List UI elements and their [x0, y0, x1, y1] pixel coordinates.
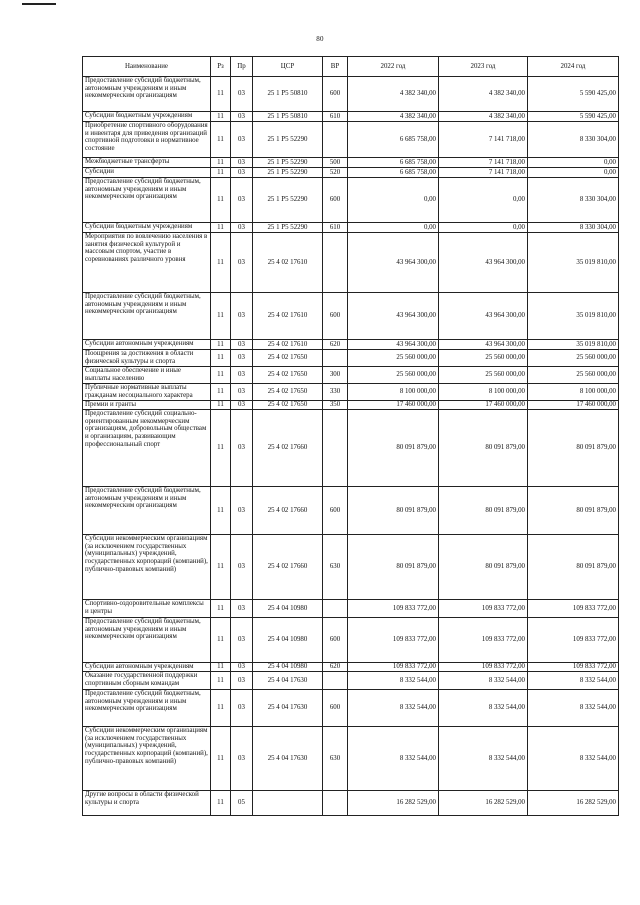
table-row [83, 535, 619, 600]
table-row [83, 672, 619, 690]
cell-2022: 8 332 544,00 [348, 672, 439, 690]
cell-rz: 11 [211, 77, 231, 112]
cell-rz: 11 [211, 791, 231, 816]
header-vr: ВР [323, 57, 348, 77]
cell-2023: 25 560 000,00 [439, 367, 528, 384]
cell-pr: 03 [231, 293, 253, 340]
cell-vr: 600 [323, 487, 348, 535]
cell-name: Межбюджетные трансферты [83, 158, 211, 168]
cell-vr: 500 [323, 158, 348, 168]
cell-vr: 300 [323, 367, 348, 384]
scan-mark [22, 3, 56, 5]
cell-2022: 6 685 758,00 [348, 122, 439, 158]
cell-2023: 7 141 718,00 [439, 158, 528, 168]
cell-vr: 350 [323, 401, 348, 410]
cell-2024: 0,00 [528, 168, 619, 178]
cell-name: Предоставление субсидий бюджетным, автономным учреждениям и иным некоммерческим организациям [83, 690, 211, 727]
cell-pr: 03 [231, 112, 253, 122]
cell-name: Субсидии автономным учреждениям [83, 663, 211, 672]
cell-2024: 8 332 544,00 [528, 672, 619, 690]
cell-vr [323, 600, 348, 618]
cell-name: Премии и гранты [83, 401, 211, 410]
cell-name: Мероприятия по вовлечению населения в занятия физической культурой и массовым спортом, участие в соревнованиях различного уровня [83, 233, 211, 293]
table-row [83, 384, 619, 401]
cell-csr: 25 4 04 10980 [253, 600, 323, 618]
cell-2022: 8 332 544,00 [348, 690, 439, 727]
cell-2024: 8 330 304,00 [528, 122, 619, 158]
cell-vr: 630 [323, 727, 348, 791]
cell-rz: 11 [211, 618, 231, 663]
cell-vr: 630 [323, 535, 348, 600]
table-row [83, 410, 619, 487]
cell-csr: 25 4 04 17630 [253, 727, 323, 791]
cell-vr: 600 [323, 77, 348, 112]
cell-2023: 8 332 544,00 [439, 727, 528, 791]
cell-csr: 25 1 P5 52290 [253, 122, 323, 158]
cell-2022: 43 964 300,00 [348, 340, 439, 350]
cell-2023: 109 833 772,00 [439, 663, 528, 672]
cell-2022: 6 685 758,00 [348, 158, 439, 168]
page-number: 80 [316, 35, 324, 43]
table-row [83, 122, 619, 158]
cell-pr: 03 [231, 178, 253, 223]
cell-rz: 11 [211, 384, 231, 401]
table-row [83, 663, 619, 672]
cell-pr: 03 [231, 168, 253, 178]
cell-rz: 11 [211, 367, 231, 384]
cell-name: Публичные нормативные выплаты гражданам несоциального характера [83, 384, 211, 401]
cell-pr: 03 [231, 384, 253, 401]
cell-rz: 11 [211, 487, 231, 535]
cell-csr: 25 4 02 17660 [253, 410, 323, 487]
cell-csr: 25 4 02 17650 [253, 401, 323, 410]
cell-pr: 03 [231, 77, 253, 112]
cell-vr: 330 [323, 384, 348, 401]
cell-csr: 25 4 02 17650 [253, 350, 323, 367]
cell-2023: 17 460 000,00 [439, 401, 528, 410]
cell-vr: 620 [323, 663, 348, 672]
cell-2023: 0,00 [439, 223, 528, 233]
cell-2024: 5 590 425,00 [528, 112, 619, 122]
cell-rz: 11 [211, 158, 231, 168]
cell-2022: 109 833 772,00 [348, 663, 439, 672]
cell-2022: 8 332 544,00 [348, 727, 439, 791]
cell-csr: 25 1 P5 50810 [253, 112, 323, 122]
cell-vr [323, 122, 348, 158]
cell-2024: 8 330 304,00 [528, 178, 619, 223]
cell-2024: 5 590 425,00 [528, 77, 619, 112]
cell-name: Предоставление субсидий бюджетным, автономным учреждениям и иным некоммерческим организациям [83, 618, 211, 663]
cell-vr: 600 [323, 618, 348, 663]
cell-name: Предоставление субсидий социально-ориентированным некоммерческим организациям, добровольным обществам и организациям, развивающим профессиональный спорт [83, 410, 211, 487]
cell-name: Субсидии автономным учреждениям [83, 340, 211, 350]
cell-rz: 11 [211, 410, 231, 487]
cell-2023: 7 141 718,00 [439, 122, 528, 158]
cell-2024: 25 560 000,00 [528, 350, 619, 367]
cell-pr: 03 [231, 618, 253, 663]
cell-name: Субсидии бюджетным учреждениям [83, 223, 211, 233]
cell-vr [323, 410, 348, 487]
cell-2022: 25 560 000,00 [348, 367, 439, 384]
cell-2024: 109 833 772,00 [528, 663, 619, 672]
table-row [83, 690, 619, 727]
cell-2022: 17 460 000,00 [348, 401, 439, 410]
cell-vr: 610 [323, 112, 348, 122]
cell-pr: 05 [231, 791, 253, 816]
cell-2022: 109 833 772,00 [348, 618, 439, 663]
cell-csr: 25 1 P5 52290 [253, 168, 323, 178]
cell-csr: 25 1 P5 52290 [253, 223, 323, 233]
cell-2024: 35 019 810,00 [528, 340, 619, 350]
cell-vr: 600 [323, 293, 348, 340]
cell-2022: 4 382 340,00 [348, 77, 439, 112]
cell-pr: 03 [231, 223, 253, 233]
cell-csr: 25 4 02 17610 [253, 233, 323, 293]
cell-name: Спортивно-оздоровительные комплексы и центры [83, 600, 211, 618]
cell-2022: 80 091 879,00 [348, 410, 439, 487]
table-row [83, 223, 619, 233]
cell-csr: 25 4 04 10980 [253, 663, 323, 672]
cell-rz: 11 [211, 293, 231, 340]
cell-2023: 43 964 300,00 [439, 233, 528, 293]
cell-rz: 11 [211, 535, 231, 600]
cell-2023: 8 100 000,00 [439, 384, 528, 401]
table-row [83, 158, 619, 168]
cell-csr: 25 4 04 10980 [253, 618, 323, 663]
cell-rz: 11 [211, 401, 231, 410]
cell-name: Субсидии бюджетным учреждениям [83, 112, 211, 122]
cell-rz: 11 [211, 168, 231, 178]
table-row [83, 293, 619, 340]
cell-2023: 80 091 879,00 [439, 487, 528, 535]
cell-2023: 4 382 340,00 [439, 77, 528, 112]
cell-name: Поощрения за достижения в области физической культуры и спорта [83, 350, 211, 367]
cell-2023: 8 332 544,00 [439, 672, 528, 690]
cell-2024: 8 332 544,00 [528, 690, 619, 727]
cell-2023: 0,00 [439, 178, 528, 223]
table-row [83, 727, 619, 791]
budget-table [82, 56, 619, 816]
cell-name: Субсидии [83, 168, 211, 178]
cell-pr: 03 [231, 367, 253, 384]
cell-name: Другие вопросы в области физической культуры и спорта [83, 791, 211, 816]
cell-2024: 109 833 772,00 [528, 600, 619, 618]
cell-name: Субсидии некоммерческим организациям (за исключением государственных (муниципальных) учреждений, государственных корпораций (компаний), публично-правовых компаний) [83, 535, 211, 600]
cell-vr: 600 [323, 178, 348, 223]
cell-pr: 03 [231, 663, 253, 672]
header-csr: ЦСР [253, 57, 323, 77]
cell-rz: 11 [211, 178, 231, 223]
cell-2023: 43 964 300,00 [439, 293, 528, 340]
cell-name: Предоставление субсидий бюджетным, автономным учреждениям и иным некоммерческим организациям [83, 487, 211, 535]
cell-name: Приобретение спортивного оборудования и инвентаря для приведения организаций спортивной подготовки в нормативное состояние [83, 122, 211, 158]
cell-pr: 03 [231, 233, 253, 293]
table-row [83, 367, 619, 384]
cell-rz: 11 [211, 690, 231, 727]
cell-vr: 600 [323, 690, 348, 727]
cell-name: Предоставление субсидий бюджетным, автономным учреждениям и иным некоммерческим организациям [83, 178, 211, 223]
cell-vr [323, 350, 348, 367]
cell-vr [323, 791, 348, 816]
table-row [83, 112, 619, 122]
cell-pr: 03 [231, 672, 253, 690]
table-row [83, 401, 619, 410]
cell-2023: 80 091 879,00 [439, 535, 528, 600]
cell-2023: 16 282 529,00 [439, 791, 528, 816]
cell-csr: 25 4 02 17660 [253, 487, 323, 535]
cell-csr: 25 1 P5 50810 [253, 77, 323, 112]
header-pr: Пр [231, 57, 253, 77]
cell-csr: 25 4 02 17650 [253, 367, 323, 384]
cell-2023: 4 382 340,00 [439, 112, 528, 122]
table-row [83, 600, 619, 618]
cell-rz: 11 [211, 122, 231, 158]
cell-2024: 25 560 000,00 [528, 367, 619, 384]
header-2022: 2022 год [348, 57, 439, 77]
cell-name: Социальное обеспечение и иные выплаты населению [83, 367, 211, 384]
table-row [83, 791, 619, 816]
cell-2023: 25 560 000,00 [439, 350, 528, 367]
cell-vr [323, 672, 348, 690]
cell-rz: 11 [211, 340, 231, 350]
table-row [83, 487, 619, 535]
cell-2022: 0,00 [348, 178, 439, 223]
cell-2022: 0,00 [348, 223, 439, 233]
header-2024: 2024 год [528, 57, 619, 77]
cell-pr: 03 [231, 690, 253, 727]
cell-2024: 16 282 529,00 [528, 791, 619, 816]
cell-2024: 80 091 879,00 [528, 535, 619, 600]
cell-csr: 25 4 02 17610 [253, 293, 323, 340]
cell-csr: 25 4 02 17610 [253, 340, 323, 350]
cell-2022: 80 091 879,00 [348, 487, 439, 535]
cell-2024: 80 091 879,00 [528, 487, 619, 535]
cell-pr: 03 [231, 340, 253, 350]
cell-2024: 35 019 810,00 [528, 233, 619, 293]
cell-pr: 03 [231, 350, 253, 367]
cell-vr: 620 [323, 340, 348, 350]
header-name: Наименование [83, 57, 211, 77]
cell-2022: 80 091 879,00 [348, 535, 439, 600]
cell-2022: 4 382 340,00 [348, 112, 439, 122]
cell-2022: 16 282 529,00 [348, 791, 439, 816]
cell-2023: 80 091 879,00 [439, 410, 528, 487]
cell-2024: 0,00 [528, 158, 619, 168]
cell-name: Предоставление субсидий бюджетным, автономным учреждениям и иным некоммерческим организациям [83, 293, 211, 340]
table-row [83, 233, 619, 293]
cell-2022: 6 685 758,00 [348, 168, 439, 178]
table-row [83, 350, 619, 367]
header-rz: Рз [211, 57, 231, 77]
cell-2024: 17 460 000,00 [528, 401, 619, 410]
cell-csr: 25 4 04 17630 [253, 672, 323, 690]
cell-vr: 610 [323, 223, 348, 233]
cell-pr: 03 [231, 158, 253, 168]
cell-rz: 11 [211, 600, 231, 618]
table-row [83, 77, 619, 112]
cell-2022: 8 100 000,00 [348, 384, 439, 401]
cell-2023: 8 332 544,00 [439, 690, 528, 727]
cell-rz: 11 [211, 663, 231, 672]
cell-2024: 8 332 544,00 [528, 727, 619, 791]
cell-2023: 7 141 718,00 [439, 168, 528, 178]
cell-2024: 80 091 879,00 [528, 410, 619, 487]
table-body [83, 77, 619, 816]
cell-2023: 109 833 772,00 [439, 618, 528, 663]
table-row [83, 168, 619, 178]
cell-2024: 8 330 304,00 [528, 223, 619, 233]
cell-rz: 11 [211, 233, 231, 293]
cell-rz: 11 [211, 223, 231, 233]
cell-2022: 43 964 300,00 [348, 293, 439, 340]
cell-rz: 11 [211, 727, 231, 791]
cell-name: Оказание государственной поддержки спортивным сборным командам [83, 672, 211, 690]
header-2023: 2023 год [439, 57, 528, 77]
cell-pr: 03 [231, 535, 253, 600]
cell-rz: 11 [211, 112, 231, 122]
cell-2024: 109 833 772,00 [528, 618, 619, 663]
cell-rz: 11 [211, 350, 231, 367]
cell-csr [253, 791, 323, 816]
cell-pr: 03 [231, 410, 253, 487]
cell-csr: 25 1 P5 52290 [253, 178, 323, 223]
cell-csr: 25 4 02 17650 [253, 384, 323, 401]
cell-2022: 43 964 300,00 [348, 233, 439, 293]
cell-pr: 03 [231, 487, 253, 535]
cell-2023: 109 833 772,00 [439, 600, 528, 618]
cell-csr: 25 1 P5 52290 [253, 158, 323, 168]
cell-2023: 43 964 300,00 [439, 340, 528, 350]
cell-name: Субсидии некоммерческим организациям (за исключением государственных (муниципальных) учреждений, государственных корпораций (компаний), публично-правовых компаний) [83, 727, 211, 791]
cell-pr: 03 [231, 727, 253, 791]
cell-2022: 109 833 772,00 [348, 600, 439, 618]
cell-csr: 25 4 04 17630 [253, 690, 323, 727]
cell-2022: 25 560 000,00 [348, 350, 439, 367]
table-row [83, 340, 619, 350]
cell-pr: 03 [231, 401, 253, 410]
cell-rz: 11 [211, 672, 231, 690]
cell-vr [323, 233, 348, 293]
cell-pr: 03 [231, 122, 253, 158]
table-header-row [83, 57, 619, 77]
cell-2024: 35 019 810,00 [528, 293, 619, 340]
table-row [83, 178, 619, 223]
cell-vr: 520 [323, 168, 348, 178]
cell-2024: 8 100 000,00 [528, 384, 619, 401]
cell-pr: 03 [231, 600, 253, 618]
cell-name: Предоставление субсидий бюджетным, автономным учреждениям и иным некоммерческим организациям [83, 77, 211, 112]
cell-csr: 25 4 02 17660 [253, 535, 323, 600]
table-row [83, 618, 619, 663]
